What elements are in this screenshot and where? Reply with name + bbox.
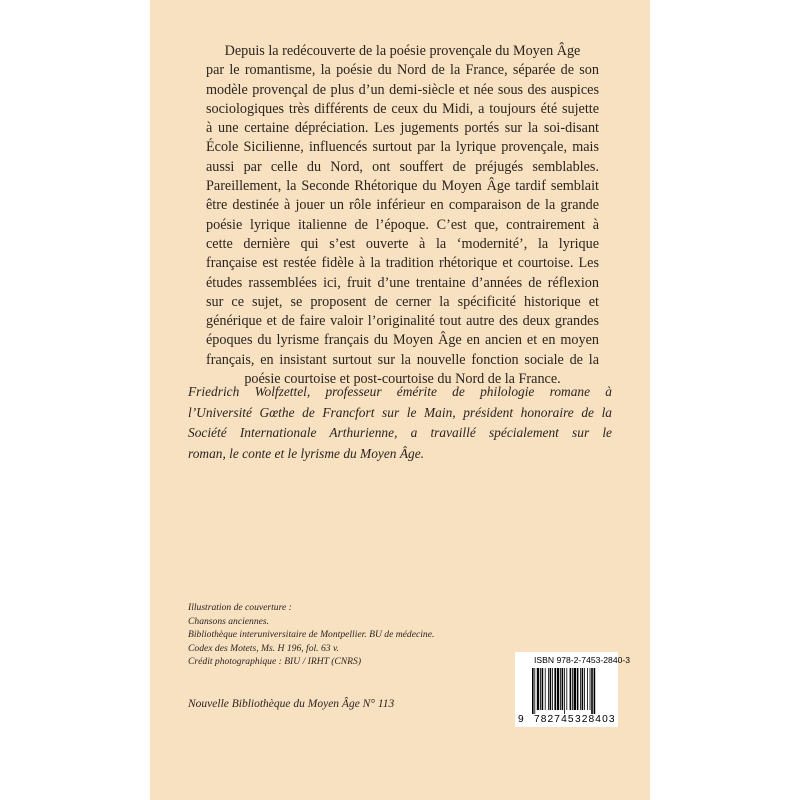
summary-line: études rassemblées ici, fruit d’une trentaine d’années de réflexion [206, 274, 599, 291]
barcode-bar [545, 668, 546, 710]
barcode-bar [537, 668, 539, 710]
isbn-label: ISBN 978-2-7453-2840-3 [534, 655, 631, 665]
author-bio [188, 382, 612, 464]
summary-line: à une certaine dépréciation. Les jugements portés sur la soi-disant [206, 120, 599, 137]
author-bio-line: Friedrich Wolfzettel, professeur émérite de philologie romane à [188, 384, 612, 399]
barcode-bar [552, 668, 553, 710]
barcode-bar [532, 668, 534, 714]
summary-line: École Sicilienne, influencés surtout par la lyrique provençale, mais [206, 139, 599, 156]
summary-line: poésie lyrique italienne de l’époque. C’est que, contrairement à [206, 216, 599, 233]
barcode-bar [562, 668, 564, 710]
barcode-bar [550, 668, 552, 710]
author-bio-line: roman, le conte et le lyrisme du Moyen Âge. [188, 445, 424, 461]
barcode-bar [554, 668, 556, 710]
summary-line: générique et de faire valoir l’originalité tout autre des deux grandes [206, 313, 599, 330]
author-bio-line: l’Université Gœthe de Francfort sur le Main, président honoraire de la [188, 404, 612, 420]
barcode-bar [570, 668, 572, 710]
cover-credits [188, 601, 488, 669]
barcode-icon [532, 668, 614, 714]
barcode-bar [580, 668, 581, 710]
barcode-bar [574, 668, 576, 710]
summary-line: poésie courtoise et post-courtoise du Nord de la France. [244, 371, 561, 388]
series-title: Nouvelle Bibliothèque du Moyen Âge N° 113 [188, 698, 395, 710]
credit-line: Chansons anciennes. [188, 615, 270, 627]
barcode-bar [560, 668, 561, 710]
summary-line: cette dernière qui s’est ouverte à la ‘modernité’, la lyrique [206, 235, 599, 252]
summary-line: sur ce sujet, se proposent de cerner la spécificité historique et [206, 293, 599, 310]
barcode-digit-first: 9 [518, 714, 525, 725]
barcode-digits-left: 782745 [534, 714, 575, 725]
barcode-digits-right: 328403 [575, 714, 616, 725]
barcode-bar [542, 668, 544, 710]
credit-line: Bibliothèque interuniversitaire de Montpellier. BU de médecine. [188, 629, 435, 641]
barcode-bar [577, 668, 579, 710]
summary-line: époques du lyrisme français du Moyen Âge en ancien et en moyen [206, 332, 599, 349]
summary-line: être destinée à jouer un rôle inférieur en comparaison de la grande [206, 197, 599, 214]
barcode-bar [566, 668, 567, 710]
barcode-bar [557, 668, 559, 710]
barcode-bar [564, 668, 565, 714]
credit-line: Illustration de couverture : [188, 602, 292, 613]
barcode-bar [590, 668, 591, 710]
summary-line: Pareillement, la Seconde Rhétorique du Moyen Âge tardif semblait [206, 178, 599, 195]
barcode-bar [584, 668, 585, 710]
credit-line: Codex des Motets, Ms. H 196, fol. 63 v. [188, 642, 339, 654]
summary-line: Depuis la redécouverte de la poésie provençale du Moyen Âge [224, 43, 581, 59]
barcode-bar [572, 668, 573, 710]
barcode-bar [591, 668, 593, 714]
barcode-bar [594, 668, 596, 714]
author-bio-line: Société Internationale Arthurienne, a travaillé spécialement sur le [188, 425, 612, 441]
barcode-bar [582, 668, 584, 710]
summary-line: aussi par celle du Nord, ont souffert de préjugés semblables. [206, 158, 599, 175]
summary-line: sociologiques très différents de ceux du Midi, a toujours été sujette [206, 100, 599, 117]
credit-line: Crédit photographique : BIU / IRHT (CNRS) [188, 656, 362, 668]
summary-text [206, 42, 599, 389]
summary-line: français, en insistant surtout sur la nouvelle fonction sociale de la [206, 351, 599, 368]
barcode-bar [534, 668, 535, 714]
barcode-bar [548, 668, 549, 710]
barcode-bar [540, 668, 541, 710]
summary-line: modèle provençal de plus d’un demi-siècle et née sous des auspices [206, 81, 599, 98]
summary-line: française est restée fidèle à la tradition rhétorique et courtoise. Les [206, 255, 599, 272]
barcode-bar [587, 668, 588, 710]
summary-line: par le romantisme, la poésie du Nord de la France, séparée de son [206, 62, 599, 79]
